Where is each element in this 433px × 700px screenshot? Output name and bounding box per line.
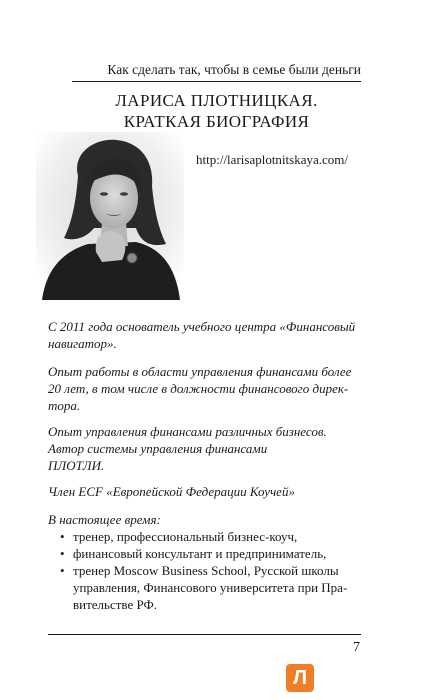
list-item-text: финансовый консультант и предприниматель, xyxy=(73,546,327,561)
bio-paragraph-system xyxy=(48,423,327,474)
text-line: В настоящее время: xyxy=(48,512,161,527)
publisher-logo-icon xyxy=(286,664,314,692)
text-line: Автор системы управления финансами xyxy=(48,441,268,456)
text-line: тора. xyxy=(48,398,81,413)
bio-paragraph-membership xyxy=(48,483,295,500)
page-title-line-1: ЛАРИСА ПЛОТНИЦКАЯ. xyxy=(115,91,318,110)
author-portrait-photo xyxy=(36,132,184,300)
text-line: Опыт работы в области управления финансами более xyxy=(48,364,352,379)
text-line: Член ECF «Европейской Федерации Коучей» xyxy=(48,484,295,499)
bullet-marker: • xyxy=(60,529,65,544)
page-number: 7 xyxy=(353,640,360,655)
list-item-text: тренер, профессиональный бизнес-коуч, xyxy=(73,529,298,544)
bio-paragraph-current-heading xyxy=(48,511,161,528)
page-title-line-2: КРАТКАЯ БИОГРАФИЯ xyxy=(123,112,310,131)
running-header: Как сделать так, чтобы в семье были деньги xyxy=(107,62,361,77)
list-item-text: вительстве РФ. xyxy=(73,597,158,612)
text-line: 20 лет, в том числе в должности финансового дирек- xyxy=(48,381,349,396)
logo-letter: Л xyxy=(292,667,308,689)
footer-rule xyxy=(48,634,361,635)
bullet-marker: • xyxy=(60,563,65,578)
list-item-text: тренер Moscow Business School, Русской школы xyxy=(73,563,339,578)
bio-paragraph-experience xyxy=(48,363,351,414)
text-line: Опыт управления финансами различных бизнесов. xyxy=(48,424,327,439)
text-line: ПЛОТЛИ. xyxy=(48,458,105,473)
header-rule xyxy=(72,81,361,82)
bullet-marker: • xyxy=(60,546,65,561)
text-line: навигатор». xyxy=(48,336,117,351)
list-item-text: управления, Финансового университета при Пра- xyxy=(73,580,348,595)
bio-paragraph-founder xyxy=(48,318,355,352)
text-line: С 2011 года основатель учебного центра «Финансовый xyxy=(48,319,356,334)
website-url: http://larisaplotnitskaya.com/ xyxy=(196,152,349,167)
